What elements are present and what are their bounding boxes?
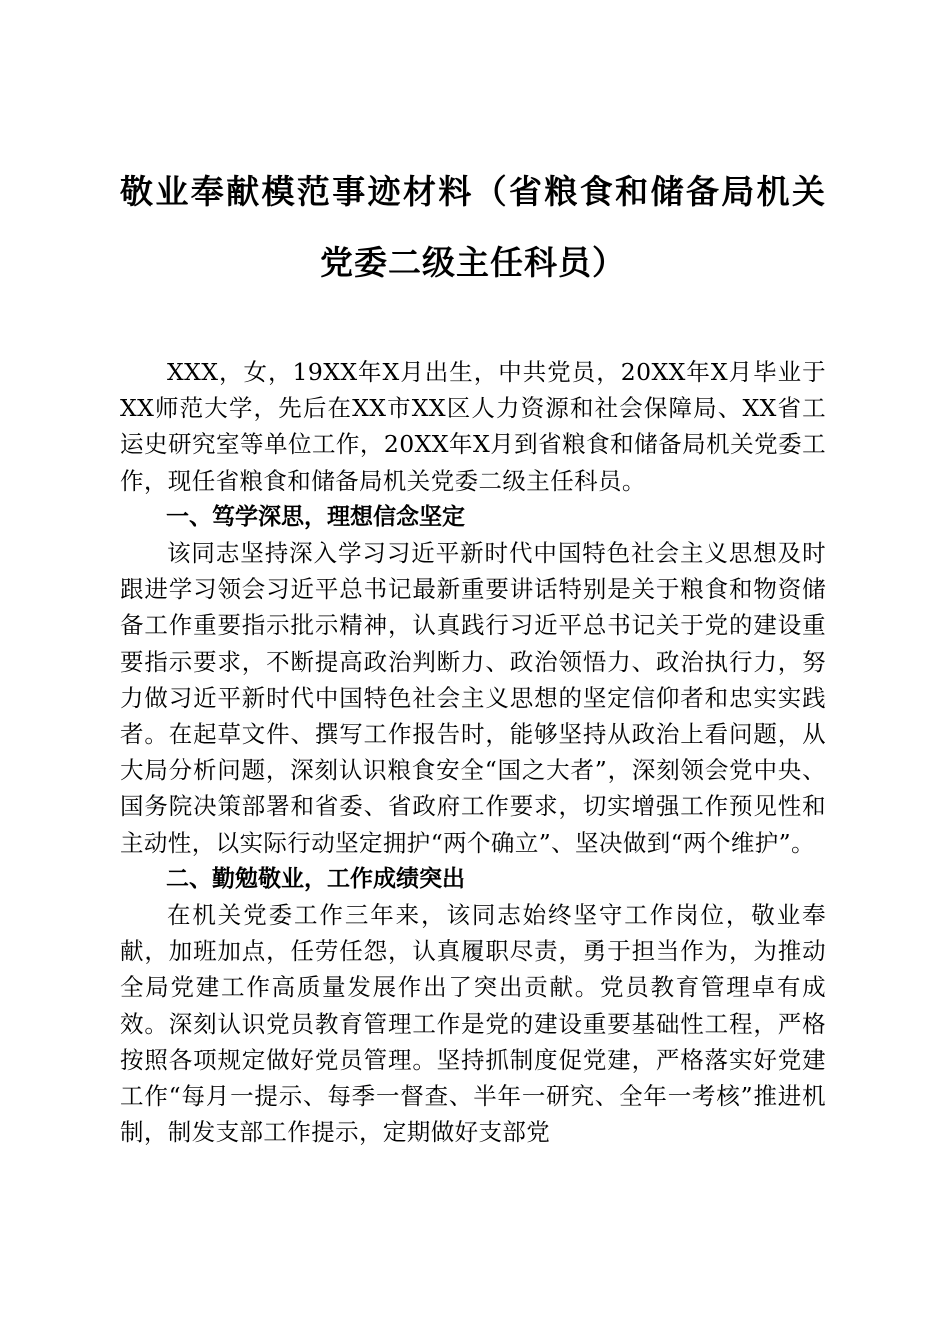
intro-paragraph: XXX，女，19XX年X月出生，中共党员，20XX年X月毕业于XX师范大学，先后在XX市XX区人力资源和社会保障局、XX省工运史研究室等单位工作，20XX年X月到省粮食和储备局机关党委工作，现任省粮食和储备局机关党委二级主任科员。	[120, 358, 826, 495]
title-line-1: 敬业奉献模范事迹材料（省粮食和储备局机关	[120, 172, 826, 211]
section-body-2: 在机关党委工作三年来，该同志始终坚守工作岗位，敬业奉献，加班加点，任劳任怨，认真履职尽责，勇于担当作为，为推动全局党建工作高质量发展作出了突出贡献。党员教育管理卓有成效。深刻认识党员教育管理工作是党的建设重要基础性工程，严格按照各项规定做好党员管理。坚持抓制度促党建，严格落实好党建工作“每月一提示、每季一督查、半年一研究、全年一考核”推进机制，制发支部工作提示，定期做好支部党	[120, 901, 826, 1147]
section-body-1: 该同志坚持深入学习习近平新时代中国特色社会主义思想及时跟进学习领会习近平总书记最新重要讲话特别是关于粮食和物资储备工作重要指示批示精神，认真践行习近平总书记关于党的建设重要指示要求，不断提高政治判断力、政治领悟力、政治执行力，努力做习近平新时代中国特色社会主义思想的坚定信仰者和忠实实践者。在起草文件、撰写工作报告时，能够坚持从政治上看问题，从大局分析问题，深刻认识粮食安全“国之大者”，深刻领会党中央、国务院决策部署和省委、省政府工作要求，切实增强工作预见性和主动性，以实际行动坚定拥护“两个确立”、坚决做到“两个维护”。	[120, 539, 826, 857]
document-body	[120, 354, 826, 1150]
title-line-2: 党委二级主任科员）	[320, 243, 626, 282]
section-heading-2: 二、勤勉敬业，工作成绩突出	[166, 865, 465, 892]
section-heading-1: 一、笃学深思，理想信念坚定	[166, 503, 465, 530]
document-title	[120, 156, 826, 298]
